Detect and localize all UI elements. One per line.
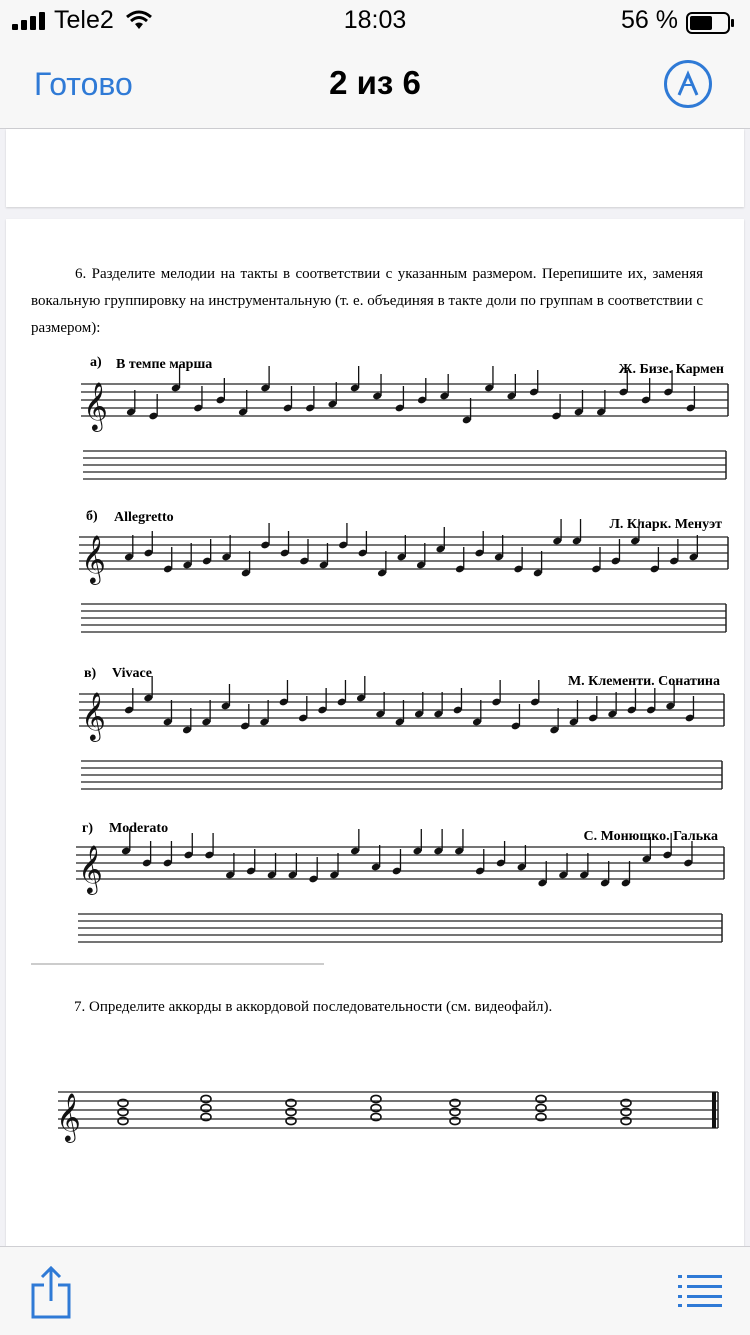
example-c-letter: в): [84, 666, 97, 681]
example-d-composer: С. Монюшко. Галька: [583, 829, 718, 844]
example-c-tempo: Vivace: [112, 666, 152, 681]
example-a-composer: Ж. Бизе. Кармен: [618, 362, 724, 377]
done-button[interactable]: Готово: [34, 66, 133, 102]
example-b-letter: б): [86, 509, 98, 524]
music-notation: [6, 219, 744, 1246]
carrier-name: Tele2: [54, 6, 114, 34]
navigation-bar: [0, 40, 750, 129]
task-6-text: 6. Разделите мелодии на такты в соответствии с указанным размером. Перепишите их, заменяя вокальную группировку на инструментальную (т. е. объединяя в такте доли по группам в соответствии с размером):: [31, 266, 703, 336]
example-b-tempo: Allegretto: [114, 510, 174, 525]
markup-pen-icon: [667, 63, 709, 105]
task-7-text: 7. Определите аккорды в аккордовой последовательности (см. видеофайл).: [74, 999, 553, 1015]
example-b-treble-clef: 𝄞: [81, 534, 106, 583]
chord-staff-treble-clef: 𝄞: [56, 1092, 81, 1141]
example-a-tempo: В темпе марша: [116, 357, 213, 372]
previous-page: [6, 129, 744, 207]
page-counter-title: 2 из 6: [329, 64, 421, 101]
share-icon[interactable]: [30, 1265, 72, 1319]
battery-percent: 56 %: [621, 6, 678, 34]
example-d-letter: г): [82, 821, 94, 836]
example-a-letter: а): [90, 355, 102, 370]
battery-icon: [686, 12, 736, 34]
example-c-treble-clef: 𝄞: [81, 691, 106, 740]
status-bar: [0, 0, 750, 40]
bottom-toolbar: [0, 1246, 750, 1335]
example-d-tempo: Moderato: [109, 821, 169, 836]
document-page: [6, 219, 744, 1246]
example-a-treble-clef: 𝄞: [83, 381, 108, 430]
markup-button[interactable]: [664, 60, 712, 108]
example-d-treble-clef: 𝄞: [78, 844, 103, 893]
clock: 18:03: [343, 6, 407, 34]
example-c-composer: М. Клементи. Сонатина: [567, 674, 720, 689]
list-icon[interactable]: [678, 1273, 722, 1307]
example-b-composer: Л. Кларк. Менуэт: [609, 517, 722, 532]
